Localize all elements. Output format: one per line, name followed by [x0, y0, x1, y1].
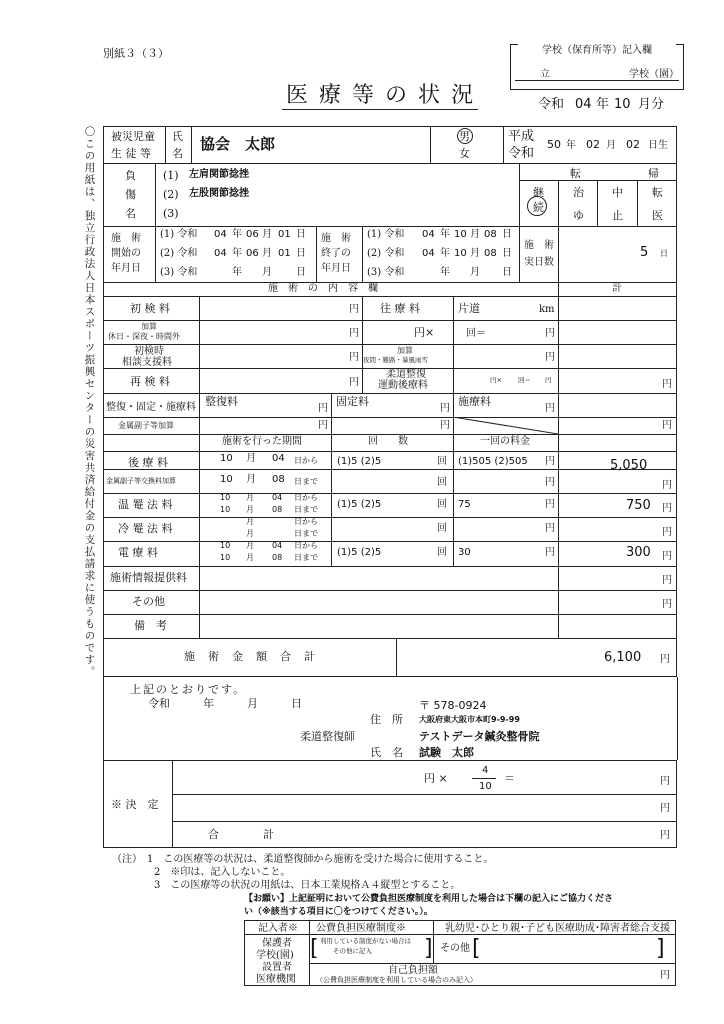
joho-en: 円 — [662, 575, 672, 586]
injury-label-1: 負 — [125, 169, 136, 182]
page-title: 医 療 等 の 状 況 — [286, 83, 475, 108]
report-month: 10 — [614, 97, 631, 112]
line — [199, 296, 200, 393]
decision-eq: ＝ — [504, 772, 515, 785]
req-kinyusha: 記入者※ — [258, 923, 298, 934]
onan-d2: 08 — [272, 505, 283, 514]
ourai-label: 往 療 料 — [380, 302, 420, 315]
reian-kai: 回 — [437, 523, 447, 534]
start2-tsuki: 月 — [262, 248, 272, 259]
sonota-label: その他 — [132, 595, 165, 608]
end-label-1: 施 術 — [321, 233, 351, 244]
jusei-kai: 回＝ — [518, 376, 531, 384]
den-m2: 10 — [220, 553, 231, 562]
cert-practitioner: 試験 太郎 — [419, 746, 474, 759]
injury-n2: (2) — [163, 188, 179, 201]
end3-nen: 年 — [440, 267, 450, 278]
line — [362, 296, 363, 393]
onan-label: 温 罨 法 料 — [118, 498, 173, 511]
outcome-tenni-1: 転 — [652, 186, 663, 199]
line — [155, 163, 156, 226]
seifuku-label: 整復料 — [205, 395, 238, 408]
patient-label-2: 生 徒 等 — [111, 147, 151, 160]
start2-n: (2) 令和 — [160, 248, 198, 259]
onan-total: 750 — [626, 498, 651, 513]
koryo-kai: 回 — [437, 456, 447, 467]
end1-n: (1) 令和 — [367, 229, 405, 240]
den-total: 300 — [626, 545, 651, 560]
decision-yen-x: 円 × — [424, 772, 448, 785]
line — [199, 590, 200, 638]
start-label-1: 施 術 — [111, 233, 141, 244]
line — [103, 493, 677, 494]
count-header: 回 数 — [368, 436, 408, 447]
gender-male: 男 — [459, 130, 470, 143]
treatment-days: 5 — [640, 245, 649, 260]
req-label-3: 設置者 — [262, 962, 292, 973]
attachment-label: 別紙３（３） — [103, 47, 169, 60]
end2-month: 10 — [454, 248, 467, 259]
end2-hi: 日 — [502, 248, 512, 259]
injury-label-3: 名 — [125, 207, 136, 220]
birth-era-reiwa: 令和 — [508, 146, 535, 161]
line — [103, 344, 677, 345]
birth-day: 02 — [626, 138, 640, 151]
koryo-d1: 04 — [272, 453, 285, 464]
line — [103, 638, 677, 639]
start2-day: 01 — [278, 248, 291, 259]
start3-hi: 日 — [296, 267, 306, 278]
block1-total-en: 円 — [662, 379, 672, 390]
line — [103, 566, 677, 567]
note-1: （注） 1 この医療等の状況は、柔道整復師から施術を受けた場合に使用すること。 — [112, 854, 494, 865]
ourai-en: 円 — [545, 328, 555, 339]
request-line-1: 【お願い】上記証明において公費負担医療制度を利用した場合は下欄の記入にご協力くださ — [244, 894, 614, 904]
start1-month: 06 — [246, 229, 259, 240]
denryo-label: 電 療 料 — [118, 546, 158, 559]
koryo-m2: 10 — [220, 474, 233, 485]
cert-jusho-label: 住 所 — [370, 713, 403, 726]
line — [172, 794, 677, 795]
kinzoku-row-label: 金属副子等加算 — [118, 421, 174, 430]
ourai-kasan-sub: 夜間・難路・暴風雨雪 — [363, 356, 428, 364]
start2-hi: 日 — [296, 248, 306, 259]
line — [103, 282, 677, 283]
den-tsuki1: 月 — [246, 541, 254, 550]
km-unit: km — [539, 304, 555, 315]
injury-n3: (3) — [163, 207, 179, 220]
end3-n: (3) 令和 — [367, 267, 405, 278]
req-label-4: 医療機関 — [256, 974, 296, 985]
line — [199, 434, 200, 590]
decision-label: ※ 決 定 — [111, 798, 159, 811]
den-made: 日まで — [294, 553, 318, 562]
seryo-label: 施療料 — [458, 395, 491, 408]
line — [331, 434, 332, 566]
den-d1: 04 — [272, 541, 283, 550]
req-label-1: 保護者 — [262, 938, 292, 949]
line — [433, 920, 434, 963]
line — [103, 451, 677, 452]
end1-tsuki: 月 — [470, 229, 480, 240]
line — [191, 126, 192, 163]
shoken-sodan-2: 相談支援料 — [122, 357, 172, 368]
gender-female: 女 — [459, 147, 470, 160]
onan-count: (1)5 (2)5 — [337, 499, 382, 510]
birth-hi: 日生 — [648, 140, 668, 151]
reian-tsuki2: 月 — [246, 529, 254, 538]
decision-en-3: 円 — [660, 830, 670, 841]
seifuku-en: 円 — [318, 403, 328, 414]
start-label-3: 年月日 — [111, 263, 141, 274]
katamichi-label: 片道 — [458, 302, 480, 315]
injury-name-1: 左肩関節捻挫 — [189, 169, 249, 180]
line — [519, 180, 677, 181]
outcome-label-2: 帰 — [648, 167, 659, 180]
block2-total-en: 円 — [662, 420, 672, 431]
start2-year: 04 — [214, 248, 227, 259]
start1-day: 01 — [278, 229, 291, 240]
line — [519, 163, 520, 226]
end2-year: 04 — [422, 248, 435, 259]
line — [165, 126, 166, 163]
shoken-en: 円 — [349, 304, 359, 315]
school-ritsu: 立 — [540, 69, 550, 80]
bracket-left-2: [ — [472, 936, 481, 961]
koryo-kara: 日から — [294, 456, 318, 465]
den-kara: 日から — [294, 541, 318, 550]
sodan-en: 円 — [349, 352, 359, 363]
line — [519, 226, 520, 282]
end2-n: (2) 令和 — [367, 248, 405, 259]
kinzoku-en-2: 円 — [440, 420, 450, 431]
injury-n1: (1) — [163, 169, 179, 182]
cert-date: 令和 年 月 日 — [148, 697, 302, 710]
days-unit: 日 — [660, 249, 668, 258]
kotei-label: 固定料 — [336, 395, 369, 408]
birth-era-heisei: 平成 — [508, 129, 535, 144]
den-kai: 回 — [437, 547, 447, 558]
line — [558, 282, 559, 638]
onan-m1: 10 — [220, 493, 231, 502]
cert-address: 大阪府東大阪市本町9-9-99 — [419, 715, 520, 724]
birth-nen: 年 — [566, 140, 576, 151]
start3-tsuki: 月 — [262, 267, 272, 278]
line — [103, 517, 677, 518]
line — [172, 821, 677, 822]
side-note: 〇この用紙は、独立行政法人日本スポーツ振興センターの災害共済給付金の支払請求に使うものです。 — [83, 126, 96, 678]
outcome-tenni-2: 医 — [652, 209, 663, 222]
den-count: (1)5 (2)5 — [337, 547, 382, 558]
end2-day: 08 — [484, 248, 497, 259]
line — [199, 393, 200, 434]
koryo-total-en: 円 — [662, 480, 672, 491]
reian-made: 日まで — [294, 529, 318, 538]
end1-year: 04 — [422, 229, 435, 240]
decision-numer: 4 — [482, 765, 489, 776]
line — [430, 126, 431, 163]
bracket-right-1: ] — [424, 936, 433, 961]
koryo-tsuki2: 月 — [246, 474, 256, 485]
start3-nen: 年 — [232, 267, 242, 278]
line — [103, 469, 677, 470]
cert-shimei-label: 氏 名 — [370, 746, 403, 759]
end1-hi: 日 — [502, 229, 512, 240]
days-label-2: 実日数 — [524, 257, 554, 268]
koryo-fee-en: 円 — [545, 456, 555, 467]
line — [331, 393, 332, 434]
birth-tsuki: 月 — [606, 140, 616, 151]
ourai-kasan-en: 円 — [545, 352, 555, 363]
onan-made: 日まで — [294, 505, 318, 514]
title-underline — [282, 109, 478, 110]
start1-tsuki: 月 — [262, 229, 272, 240]
line — [637, 180, 638, 226]
patient-label-1: 被災児童 — [111, 130, 155, 143]
content-header: 施 術 の 内 容 欄 — [268, 283, 378, 294]
onan-m2: 10 — [220, 505, 231, 514]
cert-postal: 〒 578-0924 — [419, 699, 487, 712]
onan-tsuki2: 月 — [246, 505, 254, 514]
end-label-2: 終了の — [321, 248, 351, 259]
req-nyuyoji: 乳幼児･ひとり親･子ども医療助成･障害者総合支援 — [445, 923, 670, 934]
line — [677, 677, 678, 760]
onan-d1: 04 — [272, 493, 283, 502]
end1-month: 10 — [454, 229, 467, 240]
kinzoku-kai: 回 — [437, 477, 447, 488]
shoken-label: 初 検 料 — [130, 302, 170, 315]
reian-label: 冷 罨 法 料 — [118, 522, 173, 535]
line — [103, 434, 677, 435]
req-jiko: 自己負担額 — [388, 965, 438, 976]
kasan-en: 円 — [349, 328, 359, 339]
kasan-label: 加算 — [141, 322, 157, 331]
line — [103, 417, 677, 418]
report-getsubun: 月分 — [638, 97, 665, 112]
line — [362, 226, 363, 282]
cert-role: 柔道整復師 — [300, 730, 355, 743]
koryo-made: 日まで — [294, 477, 318, 486]
jusei-label-2: 運動後療料 — [378, 380, 428, 391]
den-d2: 08 — [272, 553, 283, 562]
line — [316, 226, 317, 282]
note-3: 3 この医療等の状況の用紙は、日本工業規格Ａ４縦型とすること。 — [154, 880, 461, 891]
line — [103, 541, 677, 542]
req-note-small-1: 利用している制度がない場合は — [320, 937, 411, 945]
bracket-left-1: [ — [310, 936, 319, 961]
start2-month: 06 — [246, 248, 259, 259]
line — [103, 226, 677, 227]
ourai-yen-x: 円× — [414, 326, 435, 339]
outcome-label: 転 — [570, 167, 581, 180]
birth-year: 50 — [547, 138, 561, 151]
patient-name: 協会 太郎 — [200, 135, 276, 153]
onan-kai: 回 — [437, 499, 447, 510]
school-gakko: 学校（園） — [629, 69, 679, 80]
line — [503, 126, 504, 163]
report-nen: 年 — [596, 97, 610, 112]
reian-kara: 日から — [294, 517, 318, 526]
den-fee-en: 円 — [545, 547, 555, 558]
line — [103, 320, 677, 321]
school-box-underline — [515, 80, 679, 81]
school-box-title: 学校（保育所等）記入欄 — [542, 45, 652, 56]
start1-nen: 年 — [232, 229, 242, 240]
outcome-chiyu-1: 治 — [573, 186, 584, 199]
line — [558, 226, 559, 282]
biko-label: 備 考 — [134, 619, 167, 632]
req-koufu: 公費負担医療制度※ — [316, 923, 406, 934]
den-fee: 30 — [458, 547, 471, 558]
fraction-bar — [472, 778, 496, 779]
end3-tsuki: 月 — [470, 267, 480, 278]
reian-tsuki1: 月 — [246, 517, 254, 526]
days-label-1: 施 術 — [524, 240, 554, 251]
decision-denom: 10 — [479, 781, 492, 792]
start3-n: (3) 令和 — [160, 267, 198, 278]
den-m1: 10 — [220, 541, 231, 550]
start1-year: 04 — [214, 229, 227, 240]
koryo-fee: (1)505 (2)505 — [458, 456, 528, 467]
line — [103, 163, 677, 164]
line — [103, 296, 677, 297]
reian-total-en: 円 — [662, 527, 672, 538]
sonota-en: 円 — [662, 599, 672, 610]
diagonal-line — [453, 417, 558, 434]
total-header: 計 — [612, 283, 622, 294]
joho-label: 施術情報提供料 — [110, 571, 187, 584]
line — [103, 590, 677, 591]
report-era: 令和 — [538, 97, 565, 112]
kinzoku-koukan-en: 円 — [545, 477, 555, 488]
decision-table — [103, 760, 677, 848]
line — [396, 638, 397, 677]
koryo-m1: 10 — [220, 453, 233, 464]
line — [103, 677, 104, 760]
seryo-en: 円 — [545, 403, 555, 414]
end2-tsuki: 月 — [470, 248, 480, 259]
line — [309, 963, 676, 964]
onan-fee-en: 円 — [545, 499, 555, 510]
end2-nen: 年 — [440, 248, 450, 259]
ourai-kasan: 加算 — [397, 346, 413, 355]
outcome-chushi-2: 止 — [612, 209, 623, 222]
onan-tsuki1: 月 — [246, 493, 254, 502]
outcome-chushi-1: 中 — [612, 186, 623, 199]
outcome-keizoku-1: 継 — [533, 186, 544, 199]
line — [155, 226, 156, 282]
bracket-right-2: ] — [656, 936, 665, 961]
req-sonota: その他 — [440, 943, 470, 954]
start2-nen: 年 — [232, 248, 242, 259]
req-jiko-note: （公費負担医療制度を利用している場合のみ記入） — [316, 976, 477, 984]
decision-en-2: 円 — [660, 803, 670, 814]
jusei-yen-x: 円× — [490, 376, 502, 384]
decision-gokei: 合 計 — [208, 828, 274, 841]
outcome-chiyu-2: ゆ — [573, 209, 584, 222]
koryo-tsuki1: 月 — [246, 453, 256, 464]
line — [453, 434, 454, 566]
end1-nen: 年 — [440, 229, 450, 240]
grand-total-en: 円 — [660, 654, 670, 665]
note-2: 2 ※印は、記入しないこと。 — [154, 867, 291, 878]
period-header: 施術を行った期間 — [222, 436, 302, 447]
req-label-2: 学校(園) — [256, 950, 294, 961]
cert-clinic: テストデータ鍼灸整骨院 — [419, 730, 540, 743]
end1-day: 08 — [484, 229, 497, 240]
koryo-d2: 08 — [272, 474, 285, 485]
grand-total: 6,100 — [604, 650, 642, 665]
line — [172, 760, 173, 848]
start-label-2: 開始の — [111, 248, 141, 259]
cert-statement: 上記のとおりです。 — [130, 683, 247, 696]
request-line-2: い（※該当する項目に〇をつけてください。）。 — [244, 907, 433, 917]
kotei-en: 円 — [440, 403, 450, 414]
ourai-kai-eq: 回＝ — [466, 328, 486, 339]
onan-kara: 日から — [294, 493, 318, 502]
saiken-en: 円 — [349, 377, 359, 388]
unit-fee-header: 一回の料金 — [480, 436, 530, 447]
kinzoku-koukan-label: 金属副子等交換料加算 — [106, 477, 176, 485]
jusei-en: 円 — [545, 376, 552, 384]
injury-name-2: 左股関節捻挫 — [189, 188, 249, 199]
kinzoku-en-1: 円 — [318, 420, 328, 431]
shoken-sodan-1: 初検時 — [134, 346, 164, 357]
den-tsuki2: 月 — [246, 553, 254, 562]
patient-shi: 氏 — [172, 130, 183, 143]
line — [597, 180, 598, 226]
report-year: 04 — [575, 97, 592, 112]
grand-total-label: 施 術 金 額 合 計 — [184, 650, 316, 663]
end3-hi: 日 — [502, 267, 512, 278]
start1-hi: 日 — [296, 229, 306, 240]
seifuku-row-label: 整復・固定・施療料 — [106, 402, 196, 413]
line — [103, 393, 677, 394]
reian-fee-en: 円 — [545, 523, 555, 534]
req-note-small-2: その他に記入 — [333, 947, 372, 955]
req-en: 円 — [660, 970, 670, 981]
den-total-en: 円 — [662, 551, 672, 562]
koryo-count: (1)5 (2)5 — [337, 456, 382, 467]
school-box-header — [518, 38, 676, 56]
birth-month: 02 — [586, 138, 600, 151]
koryo-total: 5,050 — [610, 458, 648, 473]
line — [244, 934, 676, 935]
kasan-sub-label: 休日・深夜・時間外 — [108, 332, 180, 341]
outcome-keizoku-2: 続 — [533, 201, 544, 214]
saiken-label: 再 検 料 — [130, 375, 170, 388]
patient-mei: 名 — [172, 147, 183, 160]
onan-total-en: 円 — [662, 503, 672, 514]
start1-n: (1) 令和 — [160, 229, 198, 240]
decision-en-1: 円 — [660, 776, 670, 787]
koryo-label: 後 療 料 — [128, 456, 168, 469]
injury-label-2: 傷 — [125, 188, 136, 201]
line — [558, 180, 559, 226]
line — [453, 296, 454, 393]
onan-fee: 75 — [458, 499, 471, 510]
line — [103, 614, 677, 615]
end-label-3: 年月日 — [321, 263, 351, 274]
jusei-label-1: 柔道整復 — [386, 369, 426, 380]
